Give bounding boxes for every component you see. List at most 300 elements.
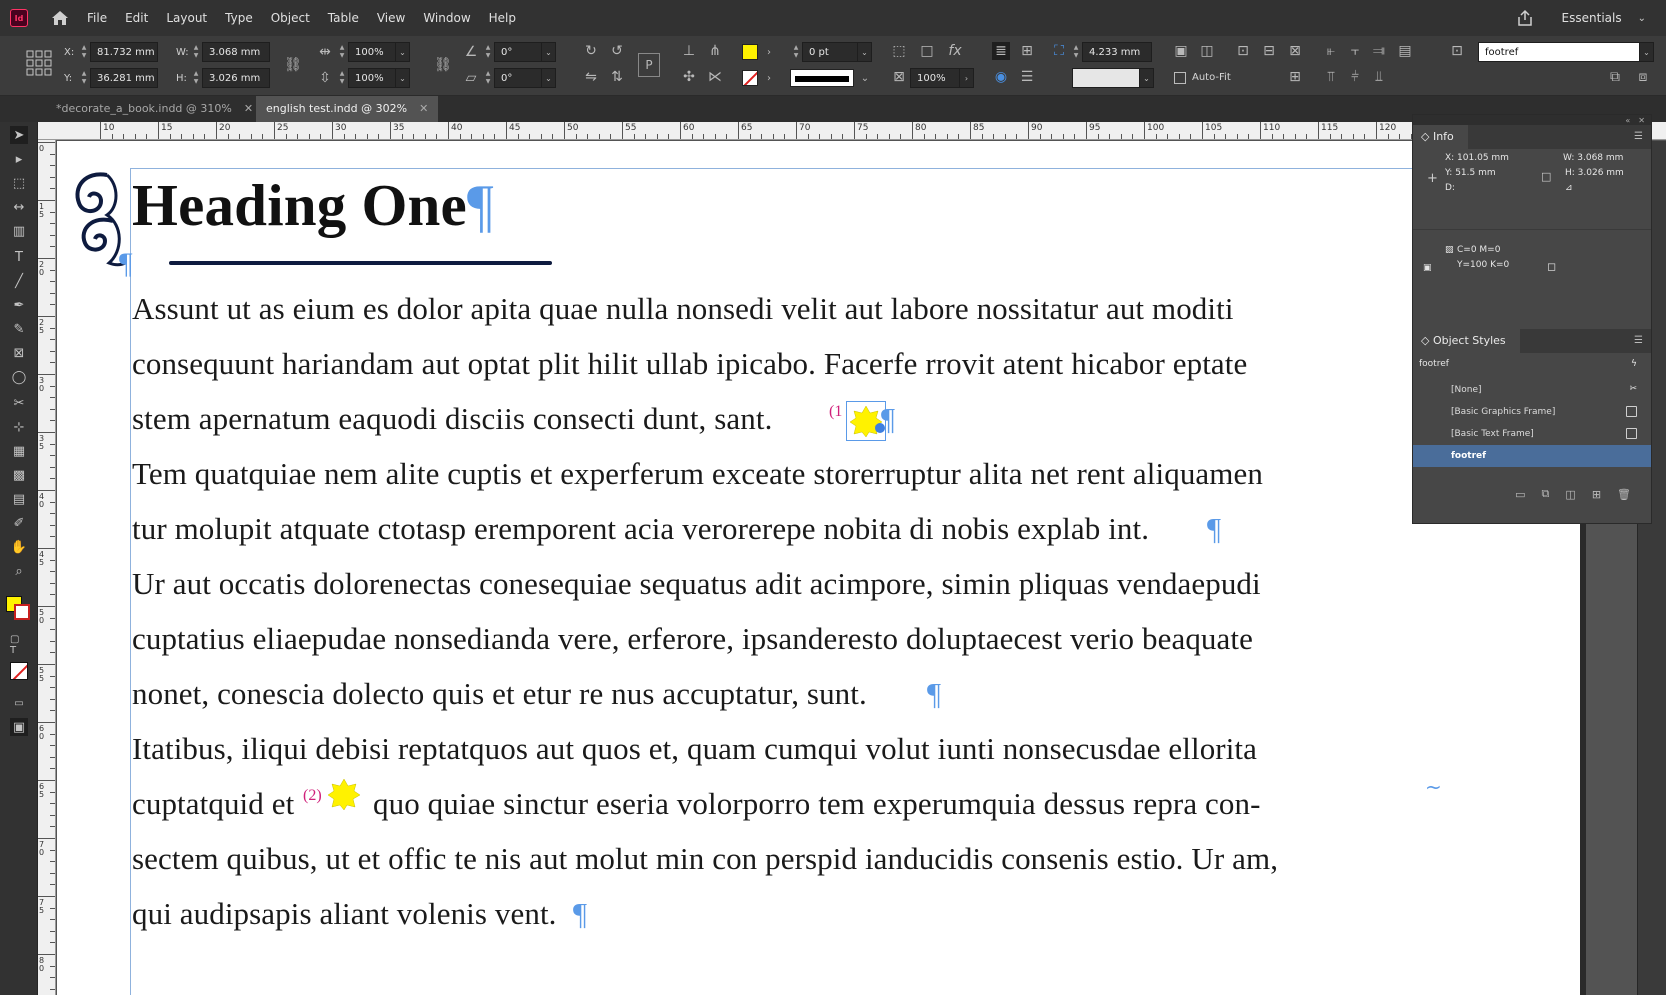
ruler-minor-tick bbox=[1074, 134, 1075, 140]
heading-one[interactable] bbox=[132, 171, 494, 240]
vertical-ruler[interactable] bbox=[38, 140, 56, 995]
control-panel bbox=[0, 36, 1666, 96]
flip-vertical-icon[interactable]: ⇅ bbox=[611, 69, 623, 85]
body-line-2[interactable]: consequunt hariandam aut optat plit hilit ullab ipicabo. Facerfe rrovit atent hicabor eptate bbox=[132, 346, 1248, 381]
ruler-tick-label: 50 bbox=[567, 123, 579, 133]
document-page[interactable] bbox=[57, 141, 1580, 995]
ruler-tick-label: 0 bbox=[39, 144, 45, 153]
ruler-tick-label: 80 bbox=[39, 956, 45, 973]
chevron-right-icon[interactable]: › bbox=[767, 72, 771, 84]
body-line-8[interactable]: nonet, conescia dolecto quis et etur re nus accuptatur, sunt. bbox=[132, 676, 867, 711]
tab-english-test[interactable] bbox=[256, 96, 438, 122]
ruler-minor-tick bbox=[309, 134, 310, 140]
stroke-style-field[interactable] bbox=[1072, 68, 1140, 88]
chevron-down-icon[interactable]: ⌄ bbox=[542, 68, 556, 88]
ruler-minor-tick bbox=[1167, 134, 1168, 140]
ruler-minor-tick bbox=[471, 134, 472, 140]
auto-fit-checkbox[interactable] bbox=[1174, 72, 1186, 84]
pilcrow-icon: ¶ bbox=[1207, 511, 1222, 546]
ruler-minor-tick bbox=[50, 536, 56, 537]
lightning-icon[interactable]: ϟ bbox=[1631, 359, 1637, 369]
auto-fit-label: Auto-Fit bbox=[1192, 72, 1231, 83]
stroke-weight-stepper[interactable]: ▲ ▼ bbox=[793, 44, 799, 59]
center-content-icon[interactable]: ⊟ bbox=[1263, 43, 1275, 59]
chevron-down-icon[interactable]: ⌄ bbox=[1640, 42, 1654, 62]
ruler-minor-tick bbox=[50, 351, 56, 352]
chevron-down-icon[interactable]: ⌄ bbox=[858, 42, 872, 62]
ruler-minor-tick bbox=[610, 134, 611, 140]
text-wrap-jump-icon[interactable]: ☰ bbox=[1020, 69, 1034, 85]
shear-stepper[interactable]: ▲ ▼ bbox=[485, 70, 491, 85]
menu-table[interactable]: Table bbox=[327, 11, 359, 25]
ruler-minor-tick bbox=[286, 134, 287, 140]
ruler-tick bbox=[38, 548, 56, 549]
new-style-icon[interactable]: ⊞ bbox=[1591, 487, 1602, 501]
ruler-minor-tick bbox=[50, 734, 56, 735]
ruler-tick-label: 65 bbox=[741, 123, 753, 133]
type-tool-icon[interactable]: T bbox=[15, 249, 23, 265]
object-styles-title: Object Styles bbox=[1432, 334, 1506, 347]
flip-horizontal-icon[interactable]: ⇋ bbox=[585, 69, 597, 85]
scale-x-icon: ⇹ bbox=[319, 44, 331, 60]
style-label: [Basic Text Frame] bbox=[1451, 429, 1534, 439]
heading-underline-rule bbox=[169, 261, 552, 265]
free-transform-tool-icon[interactable]: ⊹ bbox=[13, 419, 25, 435]
ruler-tick-label: 20 bbox=[39, 260, 45, 277]
ruler-minor-tick bbox=[50, 223, 56, 224]
rotation-field[interactable]: 0° bbox=[494, 42, 542, 62]
formatting-container-icon[interactable]: ▢ T bbox=[10, 634, 20, 656]
fill-frame-icon[interactable]: ⊡ bbox=[1237, 43, 1249, 59]
share-icon[interactable] bbox=[1516, 9, 1534, 27]
body-line-1[interactable]: Assunt ut as eium es dolor apita quae nulla nonsedi velit aut labore nossitatur aut moditi bbox=[132, 291, 1234, 326]
apply-none-icon[interactable] bbox=[10, 662, 28, 680]
chevron-down-icon[interactable]: ⌄ bbox=[396, 68, 410, 88]
stroke-swatch[interactable] bbox=[742, 70, 758, 86]
body-line-9[interactable]: Itatibus, iliqui debisi reptatquos aut quos et, quam cumqui volut iunti nonsecusdae ellorita bbox=[132, 731, 1258, 766]
ruler-minor-tick bbox=[692, 134, 693, 140]
zoom-tool-icon[interactable]: ⌕ bbox=[15, 563, 23, 579]
body-line-7[interactable]: cuptatius eliaepudae nonsedianda vere, erferore, ipsanderesto doluptaecest verio beaquate bbox=[132, 621, 1253, 656]
ruler-minor-tick bbox=[50, 502, 56, 503]
panel-titlebar[interactable] bbox=[1413, 115, 1651, 125]
shear-field[interactable]: 0° bbox=[494, 68, 542, 88]
ruler-tick-label: 60 bbox=[683, 123, 695, 133]
ruler-minor-tick bbox=[50, 478, 56, 479]
ruler-minor-tick bbox=[460, 134, 461, 140]
ruler-minor-tick bbox=[773, 134, 774, 140]
ruler-tick-label: 35 bbox=[393, 123, 405, 133]
ruler-tick bbox=[854, 122, 855, 140]
eyedropper-tool-icon[interactable]: ✐ bbox=[13, 515, 25, 531]
ruler-tick bbox=[38, 200, 56, 201]
ruler-minor-tick bbox=[889, 134, 890, 140]
ruler-tick bbox=[38, 722, 56, 723]
ruler-minor-tick bbox=[355, 134, 356, 140]
content-fitting-icon[interactable]: ⊞ bbox=[1289, 69, 1301, 85]
page-tool-icon[interactable]: ⬚ bbox=[12, 175, 26, 191]
line-tool-icon[interactable]: ╱ bbox=[15, 273, 23, 289]
reference-point-icon[interactable] bbox=[26, 50, 52, 76]
panel-menu-icon[interactable]: ☰ bbox=[1634, 335, 1643, 346]
body-line-6[interactable]: Ur aut occatis dolorenectas conesequiae sequatus adit acimpore, simin pliquas vendaepudi bbox=[132, 566, 1261, 601]
indesign-app-icon: Id bbox=[10, 9, 28, 27]
ruler-minor-tick bbox=[402, 134, 403, 140]
ruler-minor-tick bbox=[552, 134, 553, 140]
y-stepper[interactable]: ▲ ▼ bbox=[81, 70, 87, 85]
ruler-minor-tick bbox=[1179, 134, 1180, 140]
pilcrow-icon: ¶ bbox=[927, 676, 942, 711]
object-style-basic-text-frame[interactable] bbox=[1413, 423, 1651, 445]
ruler-minor-tick bbox=[1248, 134, 1249, 140]
ruler-minor-tick bbox=[50, 792, 56, 793]
ruler-tick-label: 75 bbox=[857, 123, 869, 133]
angle-icon: ⊿ bbox=[1565, 183, 1573, 193]
h-stepper[interactable]: ▲ ▼ bbox=[193, 70, 199, 85]
height-field[interactable]: 3.026 mm bbox=[202, 68, 270, 88]
ruler-minor-tick bbox=[50, 768, 56, 769]
constrain-proportions-icon[interactable]: ⛓ bbox=[284, 57, 302, 73]
hand-tool-icon[interactable]: ✋ bbox=[10, 539, 28, 555]
align-to-icon[interactable]: ▤ bbox=[1398, 43, 1412, 59]
info-color-line1: C=0 M=0 bbox=[1457, 245, 1501, 255]
gradient-feather-tool-icon[interactable]: ▩ bbox=[12, 467, 26, 483]
y-label: Y: bbox=[64, 72, 73, 84]
yellow-burst-graphic[interactable] bbox=[849, 404, 883, 438]
fit-offset-stepper[interactable]: ▲ ▼ bbox=[1073, 44, 1079, 59]
panel-menu-icon[interactable]: ☰ bbox=[1634, 131, 1643, 142]
tab-decorate-a-book[interactable] bbox=[46, 96, 263, 122]
rotate-stepper[interactable]: ▲ ▼ bbox=[485, 44, 491, 59]
ruler-minor-tick bbox=[1214, 134, 1215, 140]
ruler-tick bbox=[1318, 122, 1319, 140]
select-next-icon[interactable]: ⋉ bbox=[708, 69, 722, 85]
ruler-tick-label: 110 bbox=[1263, 123, 1281, 133]
ruler-minor-tick bbox=[1005, 134, 1006, 140]
rotate-cw-icon[interactable]: ↻ bbox=[585, 43, 597, 59]
ruler-minor-tick bbox=[982, 134, 983, 140]
object-styles-footer bbox=[1413, 481, 1651, 507]
w-label: W: bbox=[176, 46, 189, 58]
scale-x-field[interactable]: 100% bbox=[348, 42, 396, 62]
hyphen-marker-icon: ~ bbox=[1425, 775, 1442, 799]
stroke-weight-field[interactable]: 0 pt bbox=[802, 42, 858, 62]
fit-frame-to-content-icon[interactable]: ⊠ bbox=[1289, 43, 1301, 59]
object-style-footref[interactable] bbox=[1413, 445, 1651, 467]
ruler-tick bbox=[796, 122, 797, 140]
ruler-minor-tick bbox=[1341, 134, 1342, 140]
fit-frame-icon[interactable]: ⛶ bbox=[1054, 43, 1064, 59]
home-icon[interactable] bbox=[42, 0, 78, 36]
x-position-field[interactable]: 81.732 mm bbox=[90, 42, 158, 62]
body-line-5[interactable]: tur molupit atquate ctotasp eremporent acia verorerepe nobita di nobis explab int. bbox=[132, 511, 1150, 546]
note-tool-icon[interactable]: ▤ bbox=[12, 491, 26, 507]
pencil-tool-icon[interactable]: ✎ bbox=[13, 321, 25, 337]
ruler-minor-tick bbox=[50, 362, 56, 363]
rectangle-frame-tool-icon[interactable]: ⊠ bbox=[13, 345, 25, 361]
screen-mode-icon[interactable]: ▭ bbox=[14, 697, 24, 709]
chevron-right-icon[interactable]: › bbox=[960, 68, 974, 88]
text-wrap-shape-icon[interactable]: ◉ bbox=[994, 69, 1008, 85]
ruler-tick-label: 80 bbox=[915, 123, 927, 133]
scale-x-stepper[interactable]: ▲ ▼ bbox=[339, 44, 345, 59]
opacity-field[interactable]: 100% bbox=[910, 68, 960, 88]
ellipse-tool-icon[interactable]: ◯ bbox=[11, 369, 27, 385]
trash-icon[interactable]: 🗑 bbox=[1617, 487, 1631, 501]
ruler-tick bbox=[38, 954, 56, 955]
body-line-12[interactable]: qui audipsapis aliant volenis vent. bbox=[132, 896, 557, 931]
menu-help[interactable]: Help bbox=[488, 11, 516, 25]
ruler-minor-tick bbox=[50, 850, 56, 851]
info-color-line2: Y=100 K=0 bbox=[1457, 260, 1510, 270]
info-panel-header bbox=[1413, 125, 1651, 149]
menu-object[interactable]: Object bbox=[270, 11, 310, 25]
chevron-down-icon[interactable]: ⌄ bbox=[1140, 68, 1154, 88]
ruler-minor-tick bbox=[413, 134, 414, 140]
menu-file[interactable]: File bbox=[87, 11, 108, 25]
ruler-minor-tick bbox=[50, 270, 56, 271]
effects-fx-icon[interactable]: fx bbox=[948, 43, 962, 59]
width-field[interactable]: 3.068 mm bbox=[202, 42, 270, 62]
fill-swatch[interactable] bbox=[742, 44, 758, 60]
scissors-tool-icon[interactable]: ✂ bbox=[13, 395, 25, 411]
clear-overrides-icon[interactable]: ⧉ bbox=[1541, 487, 1550, 500]
close-icon[interactable]: ✕ bbox=[419, 102, 429, 115]
ruler-minor-tick bbox=[50, 699, 56, 700]
ruler-minor-tick bbox=[1051, 134, 1052, 140]
clear-attributes-icon[interactable]: ◫ bbox=[1565, 487, 1576, 501]
ruler-tick bbox=[38, 896, 56, 897]
chevron-down-icon[interactable]: ⌄ bbox=[1637, 12, 1646, 24]
selection-tool-icon[interactable]: ➤ bbox=[10, 126, 28, 144]
yellow-burst-graphic[interactable] bbox=[327, 777, 361, 811]
ruler-minor-tick bbox=[50, 652, 56, 653]
ruler-minor-tick bbox=[50, 165, 56, 166]
ruler-tick bbox=[216, 122, 217, 140]
gap-tool-icon[interactable]: ↔ bbox=[13, 199, 25, 215]
menu-window[interactable]: Window bbox=[423, 11, 471, 25]
frame-icon[interactable]: □ bbox=[920, 43, 934, 59]
info-panel-tab[interactable]: ◇ Info bbox=[1413, 125, 1468, 149]
ruler-minor-tick bbox=[378, 134, 379, 140]
menu-bar bbox=[0, 0, 1666, 36]
fit-content-icon[interactable]: ▣ bbox=[1174, 43, 1188, 59]
w-stepper[interactable]: ▲ ▼ bbox=[193, 44, 199, 59]
scale-y-field[interactable]: 100% bbox=[348, 68, 396, 88]
object-styles-panel-header bbox=[1413, 329, 1651, 353]
chevron-down-icon[interactable]: ⌄ bbox=[542, 42, 556, 62]
chevron-right-icon[interactable]: › bbox=[767, 46, 771, 58]
ruler-minor-tick bbox=[1040, 134, 1041, 140]
ruler-tick-label: 25 bbox=[39, 318, 45, 335]
menu-edit[interactable]: Edit bbox=[125, 11, 149, 25]
ruler-minor-tick bbox=[866, 134, 867, 140]
x-stepper[interactable]: ▲ ▼ bbox=[81, 44, 87, 59]
preview-mode-icon[interactable]: ▣ bbox=[10, 718, 28, 736]
ruler-tick bbox=[1260, 122, 1261, 140]
ruler-minor-tick bbox=[50, 339, 56, 340]
select-content-icon[interactable]: ⋔ bbox=[709, 43, 721, 59]
stroke-color-icon[interactable] bbox=[14, 604, 30, 620]
ruler-minor-tick bbox=[587, 134, 588, 140]
object-style-basic-graphics-frame[interactable] bbox=[1413, 401, 1651, 423]
stroke-type-preview[interactable] bbox=[790, 69, 854, 87]
constrain-scale-icon[interactable]: ⛓ bbox=[434, 57, 452, 73]
style-label: footref bbox=[1451, 451, 1487, 461]
ruler-tick-label: 60 bbox=[39, 724, 45, 741]
collapse-icon[interactable]: « bbox=[1625, 115, 1631, 125]
ruler-minor-tick bbox=[1399, 134, 1400, 140]
ruler-minor-tick bbox=[135, 134, 136, 140]
folder-icon[interactable]: ▭ bbox=[1515, 487, 1526, 501]
ruler-minor-tick bbox=[1364, 134, 1365, 140]
ruler-minor-tick bbox=[425, 134, 426, 140]
align-bottom-edges-icon[interactable]: ⫫ bbox=[1375, 69, 1383, 85]
ruler-minor-tick bbox=[50, 420, 56, 421]
pilcrow-icon: ¶ bbox=[466, 172, 494, 238]
ruler-minor-tick bbox=[935, 134, 936, 140]
panel-options-icon[interactable]: ⧈ bbox=[1638, 69, 1648, 85]
ruler-minor-tick bbox=[924, 134, 925, 140]
body-line-10[interactable]: cuptatquid et bbox=[132, 786, 295, 821]
clear-overrides-icon[interactable]: ⧉ bbox=[1610, 69, 1620, 85]
info-panel-title: Info bbox=[1432, 130, 1454, 143]
ruler-tick-label: 75 bbox=[39, 898, 45, 915]
ruler-minor-tick bbox=[50, 618, 56, 619]
ruler-tick bbox=[1028, 122, 1029, 140]
info-h: H: 3.026 mm bbox=[1565, 168, 1624, 178]
floating-panel-group bbox=[1412, 114, 1652, 524]
ruler-tick-label: 65 bbox=[39, 782, 45, 799]
body-line-4[interactable]: Tem quatquiae nem alite cuptis et experferum exceate storerruptur alita net rent aliquamen bbox=[132, 456, 1263, 491]
ruler-tick bbox=[38, 374, 56, 375]
ruler-tick bbox=[622, 122, 623, 140]
ruler-minor-tick bbox=[50, 212, 56, 213]
align-top-edges-icon[interactable]: ⫪ bbox=[1327, 69, 1335, 85]
object-style-dropdown[interactable]: footref bbox=[1478, 42, 1640, 62]
ruler-minor-tick bbox=[842, 134, 843, 140]
ruler-minor-tick bbox=[784, 134, 785, 140]
align-left-edges-icon[interactable]: ⫦ bbox=[1327, 43, 1335, 59]
ruler-minor-tick bbox=[50, 908, 56, 909]
ruler-minor-tick bbox=[239, 134, 240, 140]
ruler-tick bbox=[38, 664, 56, 665]
close-icon[interactable]: ✕ bbox=[243, 102, 254, 115]
ruler-minor-tick bbox=[668, 134, 669, 140]
y-position-field[interactable]: 36.281 mm bbox=[90, 68, 158, 88]
workspace-switcher[interactable]: Essentials bbox=[1561, 11, 1622, 25]
ruler-tick bbox=[38, 316, 56, 317]
text-wrap-bounding-icon[interactable]: ⊞ bbox=[1021, 43, 1033, 59]
fit-offset-field[interactable]: 4.233 mm bbox=[1082, 42, 1152, 62]
object-style-icon: ⊡ bbox=[1451, 43, 1463, 59]
menu-type[interactable]: Type bbox=[225, 11, 253, 25]
ruler-tick-label: 15 bbox=[161, 123, 173, 133]
body-line-11[interactable]: sectem quibus, ut et offic te nis aut molut min con perspid ianducidis consenis estio. Ur am, bbox=[132, 841, 1279, 876]
ruler-minor-tick bbox=[634, 134, 635, 140]
select-container-icon[interactable]: ⊥ bbox=[682, 43, 696, 59]
ruler-tick-label: 20 bbox=[219, 123, 231, 133]
ruler-minor-tick bbox=[50, 246, 56, 247]
direct-selection-tool-icon[interactable]: ▸ bbox=[15, 151, 23, 167]
pen-tool-icon[interactable]: ✒ bbox=[13, 297, 25, 313]
h-label: H: bbox=[176, 72, 187, 84]
tab-label: *decorate_a_book.indd @ 310% bbox=[56, 102, 232, 115]
ruler-tick-label: 115 bbox=[1321, 123, 1339, 133]
ruler-minor-tick bbox=[50, 861, 56, 862]
rotate-ccw-icon[interactable]: ↺ bbox=[611, 43, 623, 59]
ruler-minor-tick bbox=[900, 134, 901, 140]
graphics-frame-icon bbox=[1626, 406, 1637, 417]
menu-layout[interactable]: Layout bbox=[166, 11, 208, 25]
ruler-minor-tick bbox=[50, 281, 56, 282]
object-style-none[interactable] bbox=[1413, 379, 1651, 401]
ruler-minor-tick bbox=[1121, 134, 1122, 140]
object-styles-tab[interactable]: ◇ Object Styles bbox=[1413, 329, 1520, 353]
footnote-reference-1[interactable]: (1 bbox=[829, 403, 843, 420]
ruler-tick-label: 25 bbox=[277, 123, 289, 133]
ruler-minor-tick bbox=[50, 873, 56, 874]
align-right-edges-icon[interactable]: ⫥ bbox=[1372, 43, 1386, 59]
text-wrap-none-icon[interactable]: ≣ bbox=[992, 42, 1010, 60]
fit-proportional-icon[interactable]: ◫ bbox=[1200, 43, 1214, 59]
ruler-minor-tick bbox=[50, 629, 56, 630]
ruler-minor-tick bbox=[367, 134, 368, 140]
ruler-minor-tick bbox=[50, 815, 56, 816]
ruler-tick bbox=[332, 122, 333, 140]
ruler-tick bbox=[100, 122, 101, 140]
ruler-minor-tick bbox=[50, 710, 56, 711]
ruler-minor-tick bbox=[170, 134, 171, 140]
ruler-minor-tick bbox=[50, 966, 56, 967]
pilcrow-icon: ¶ bbox=[119, 247, 133, 280]
ruler-minor-tick bbox=[50, 467, 56, 468]
ruler-minor-tick bbox=[50, 560, 56, 561]
ruler-minor-tick bbox=[50, 235, 56, 236]
corner-options-icon[interactable]: ⬚ bbox=[892, 43, 906, 59]
ruler-minor-tick bbox=[657, 134, 658, 140]
ruler-minor-tick bbox=[50, 826, 56, 827]
ruler-tick bbox=[738, 122, 739, 140]
body-line-3[interactable]: stem apernatum eaquodi disciis consecti dunt, sant. bbox=[132, 401, 773, 436]
scale-y-stepper[interactable]: ▲ ▼ bbox=[339, 70, 345, 85]
flip-indicator-icon: P bbox=[638, 53, 660, 77]
ruler-minor-tick bbox=[50, 641, 56, 642]
gradient-swatch-tool-icon[interactable]: ▦ bbox=[12, 443, 26, 459]
close-icon[interactable]: ✕ bbox=[1638, 115, 1645, 125]
size-box-icon: □ bbox=[1541, 170, 1552, 183]
stroke-indicator-icon: ◻ bbox=[1547, 260, 1557, 273]
ruler-tick bbox=[38, 606, 56, 607]
shear-angle-icon: ▱ bbox=[465, 70, 477, 86]
body-line-10-rest[interactable]: quo quiae sinctur eseria volorporro tem experumquia dessus repra con- bbox=[373, 786, 1261, 821]
chevron-down-icon[interactable]: ⌄ bbox=[396, 42, 410, 62]
ruler-tick bbox=[506, 122, 507, 140]
ruler-tick-label: 45 bbox=[39, 550, 45, 567]
ruler-tick bbox=[448, 122, 449, 140]
footnote-reference-2[interactable]: (2) bbox=[303, 787, 322, 804]
align-vertical-centers-icon[interactable]: ⫩ bbox=[1350, 69, 1360, 85]
select-previous-icon[interactable]: ✣ bbox=[683, 69, 695, 85]
ruler-tick-label: 105 bbox=[1205, 123, 1223, 133]
ruler-tick-label: 35 bbox=[39, 434, 45, 451]
ruler-minor-tick bbox=[344, 134, 345, 140]
align-horizontal-centers-icon[interactable]: ⫟ bbox=[1350, 43, 1360, 59]
content-collector-icon[interactable]: ▥ bbox=[12, 223, 26, 239]
chevron-down-icon[interactable]: ⌄ bbox=[860, 72, 870, 84]
menu-view[interactable]: View bbox=[376, 11, 406, 25]
heading-text: Heading One bbox=[132, 172, 467, 238]
